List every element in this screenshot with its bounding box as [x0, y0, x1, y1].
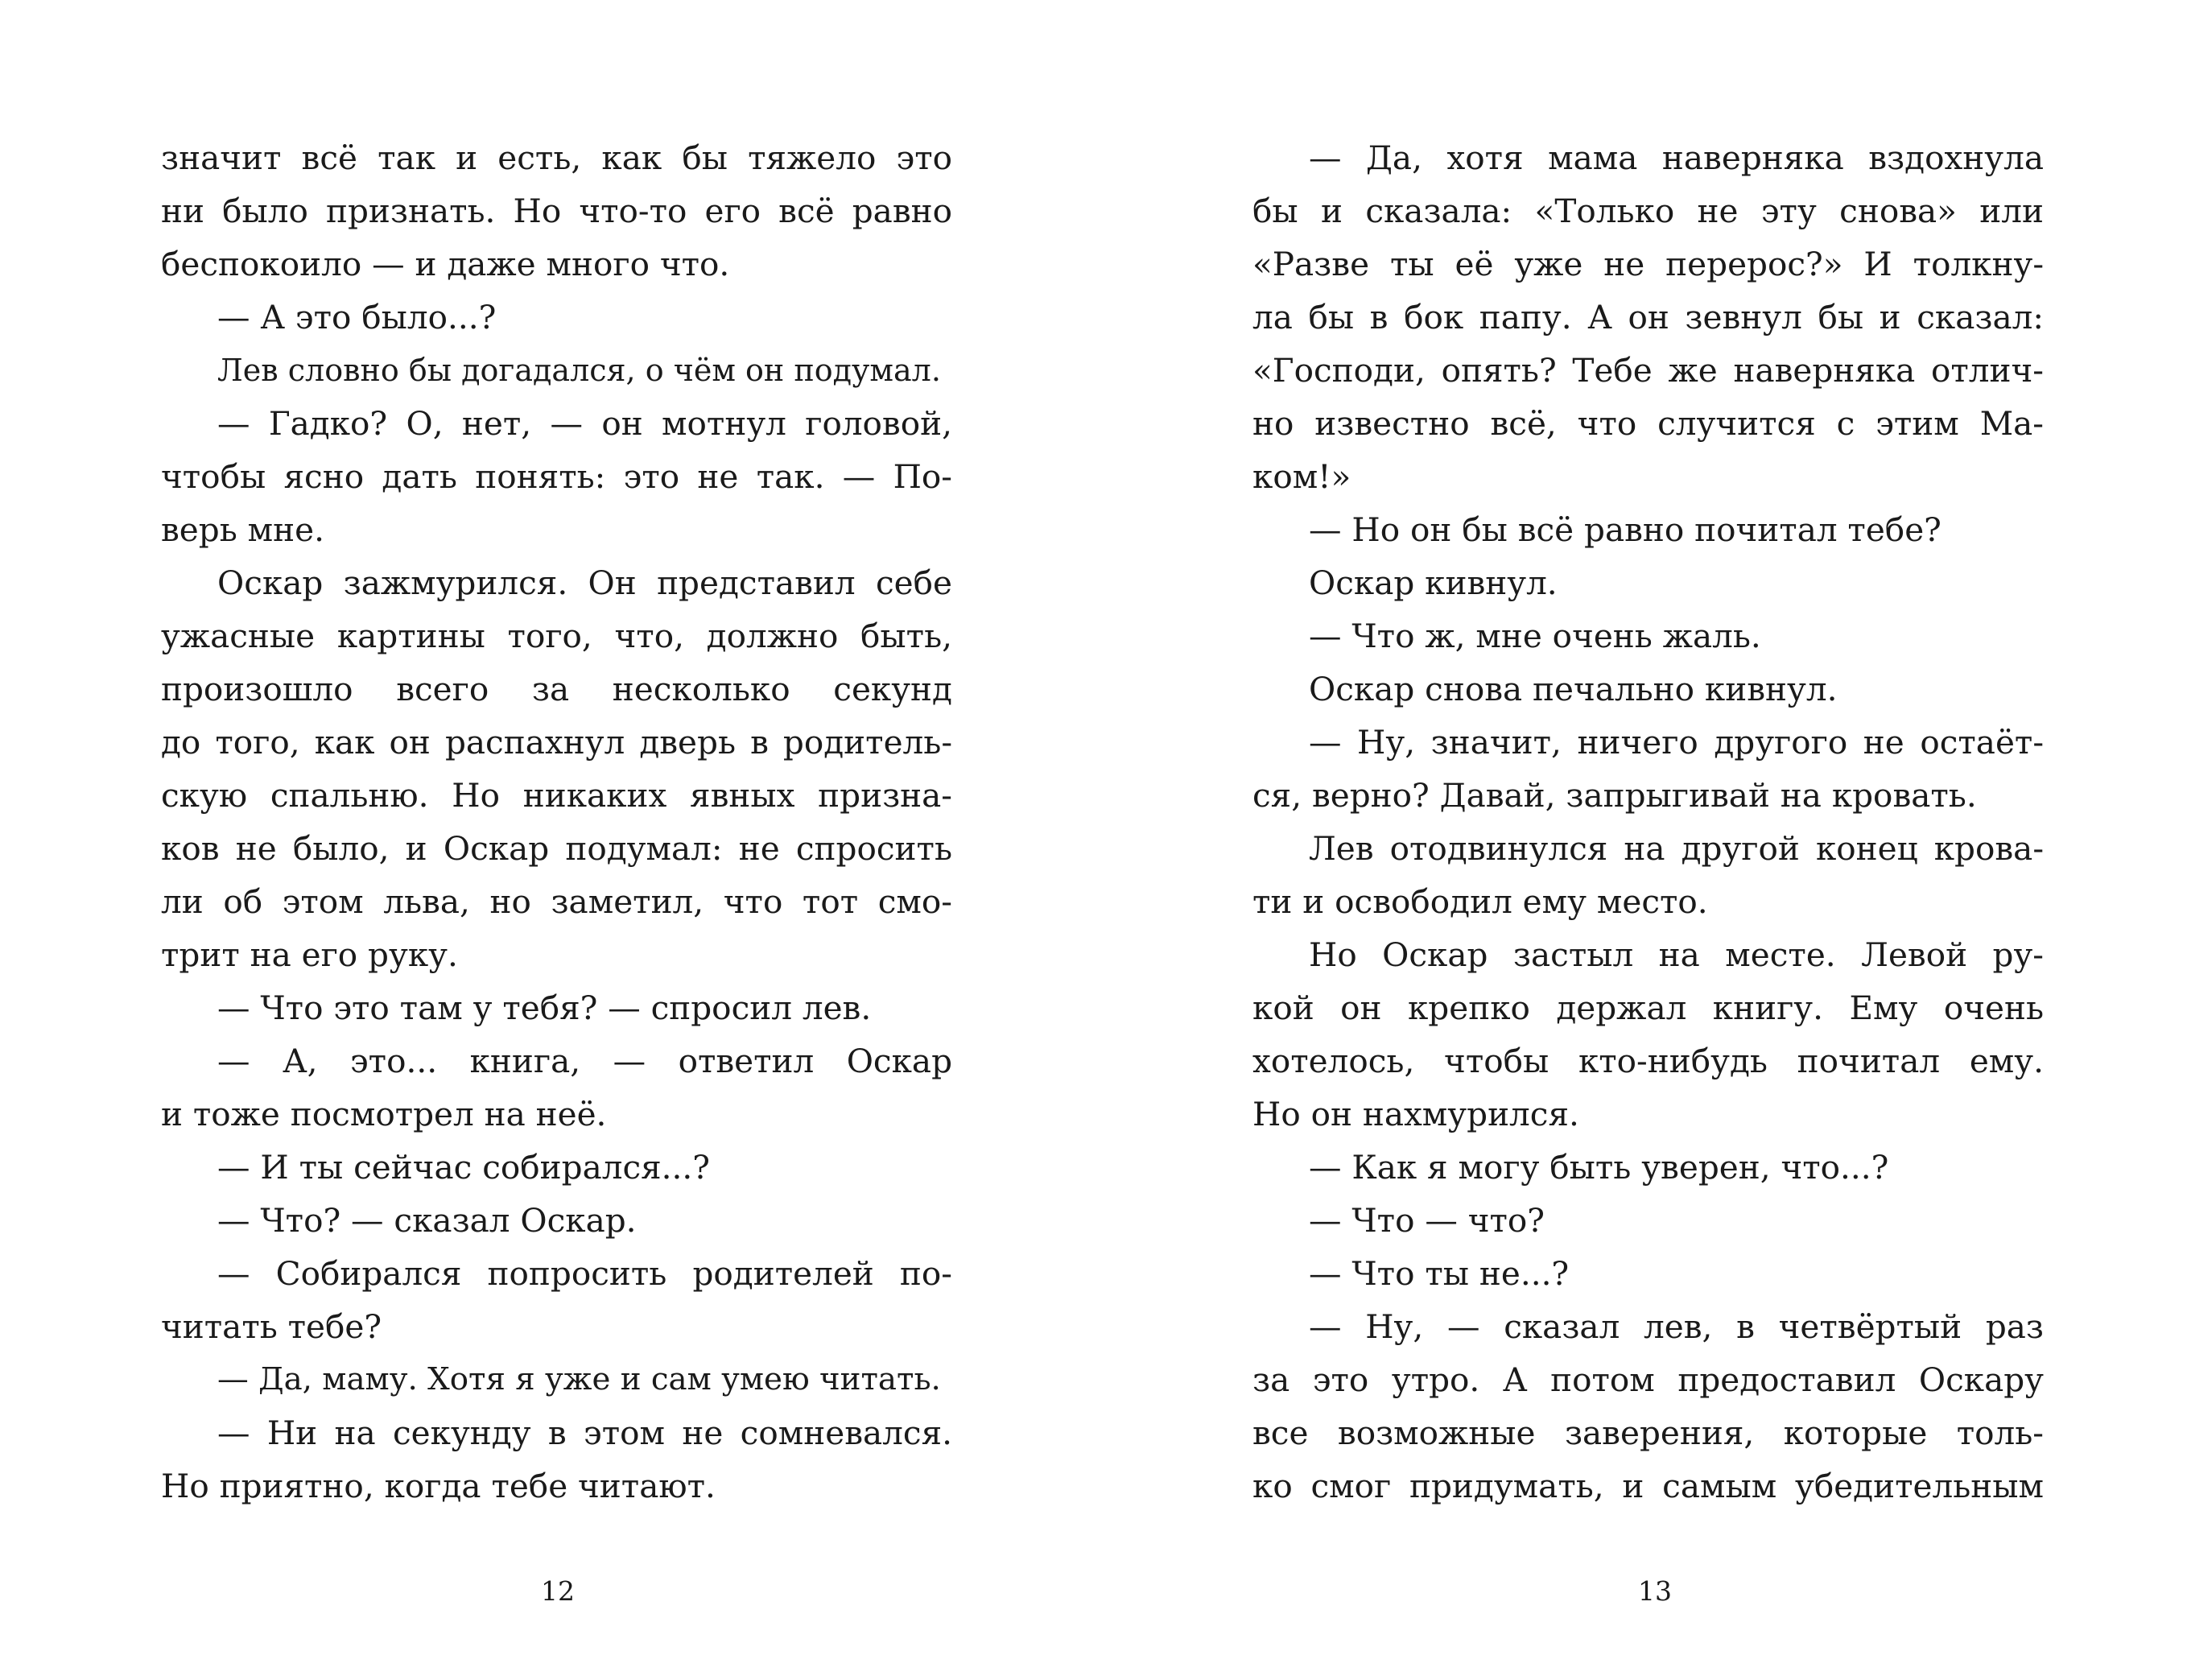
text-line: Оскар снова печально кивнул.	[1309, 670, 1838, 708]
text-line: — Да, маму. Хотя я уже и сам умею читать.	[217, 1361, 941, 1397]
text-line: ла бы в бок папу. А он зевнул бы и сказал:	[1252, 298, 2044, 336]
text-line: за это утро. А потом предоставил Оскару	[1252, 1360, 2044, 1399]
text-line: — Но он бы всё равно почитал тебе?	[1309, 510, 1941, 549]
text-line: ся, верно? Давай, запрыгивай на кровать.	[1252, 776, 1977, 815]
text-line: верь мне.	[161, 510, 324, 549]
text-line: — Ну, значит, ничего другого не остаёт-	[1309, 723, 2044, 762]
text-line: — Ни на секунду в этом не сомневался.	[217, 1414, 952, 1452]
text-line: Лев отодвинулся на другой конец крова-	[1309, 829, 2044, 868]
text-line: скую спальню. Но никаких явных призна-	[161, 776, 952, 815]
text-line: — А это было...?	[217, 298, 497, 336]
text-line: — Что ж, мне очень жаль.	[1309, 617, 1761, 655]
text-line: «Господи, опять? Тебе же наверняка отлич-	[1252, 351, 2044, 390]
text-line: значит всё так и есть, как бы тяжело это	[161, 138, 952, 177]
text-line: — Ну, — сказал лев, в четвёртый раз	[1309, 1307, 2044, 1346]
text-line: «Разве ты её уже не перерос?» И толкну-	[1252, 245, 2044, 283]
text-line: ни было признать. Но что-то его всё равно	[161, 192, 952, 230]
left-page-text	[161, 131, 952, 1513]
text-line: — Как я могу быть уверен, что...?	[1309, 1148, 1889, 1187]
text-line: и тоже посмотрел на неё.	[161, 1095, 607, 1133]
page-number: 12	[541, 1575, 575, 1607]
text-line: Лев словно бы догадался, о чём он подумал.	[217, 353, 941, 388]
text-line: — Что это там у тебя? — спросил лев.	[217, 989, 872, 1027]
text-line: Оскар зажмурился. Он представил себе	[217, 563, 952, 602]
text-line: произошло всего за несколько секунд	[161, 670, 952, 708]
text-line: Но он нахмурился.	[1252, 1095, 1579, 1133]
text-line: беспокоило — и даже много что.	[161, 245, 730, 283]
text-line: — Что? — сказал Оскар.	[217, 1201, 637, 1240]
text-line: Но Оскар застыл на месте. Левой ру-	[1309, 935, 2044, 974]
page-number: 13	[1638, 1575, 1672, 1607]
text-line: ком!»	[1252, 457, 1351, 496]
text-line: — Что ты не...?	[1309, 1254, 1570, 1293]
text-line: ти и освободил ему место.	[1252, 882, 1708, 921]
text-line: до того, как он распахнул дверь в родитель-	[161, 723, 952, 762]
text-line: все возможные заверения, которые толь-	[1252, 1414, 2044, 1452]
right-page	[1094, 0, 2187, 1680]
text-line: — И ты сейчас собирался...?	[217, 1148, 711, 1187]
text-line: бы и сказала: «Только не эту снова» или	[1252, 192, 2044, 230]
text-line: — Собирался попросить родителей по-	[217, 1254, 952, 1293]
right-page-text	[1252, 131, 2044, 1513]
text-line: ков не было, и Оскар подумал: не спросить	[161, 829, 952, 868]
text-line: читать тебе?	[161, 1307, 382, 1346]
text-line: трит на его руку.	[161, 935, 458, 974]
text-line: ужасные картины того, что, должно быть,	[161, 617, 952, 655]
text-line: Но приятно, когда тебе читают.	[161, 1467, 716, 1505]
text-line: но известно всё, что случится с этим Ма-	[1252, 404, 2044, 443]
left-page	[0, 0, 1093, 1680]
text-line: хотелось, чтобы кто-нибудь почитал ему.	[1252, 1042, 2044, 1080]
text-line: чтобы ясно дать понять: это не так. — По-	[161, 457, 952, 496]
text-line: — Да, хотя мама наверняка вздохнула	[1309, 138, 2044, 177]
text-line: — А, это... книга, — ответил Оскар	[217, 1042, 952, 1080]
text-line: кой он крепко держал книгу. Ему очень	[1252, 989, 2044, 1027]
text-line: Оскар кивнул.	[1309, 563, 1558, 602]
text-line: ко смог придумать, и самым убедительным	[1252, 1467, 2044, 1505]
text-line: — Что — что?	[1309, 1201, 1545, 1240]
text-line: ли об этом льва, но заметил, что тот смо-	[161, 882, 952, 921]
text-line: — Гадко? О, нет, — он мотнул головой,	[217, 404, 952, 443]
